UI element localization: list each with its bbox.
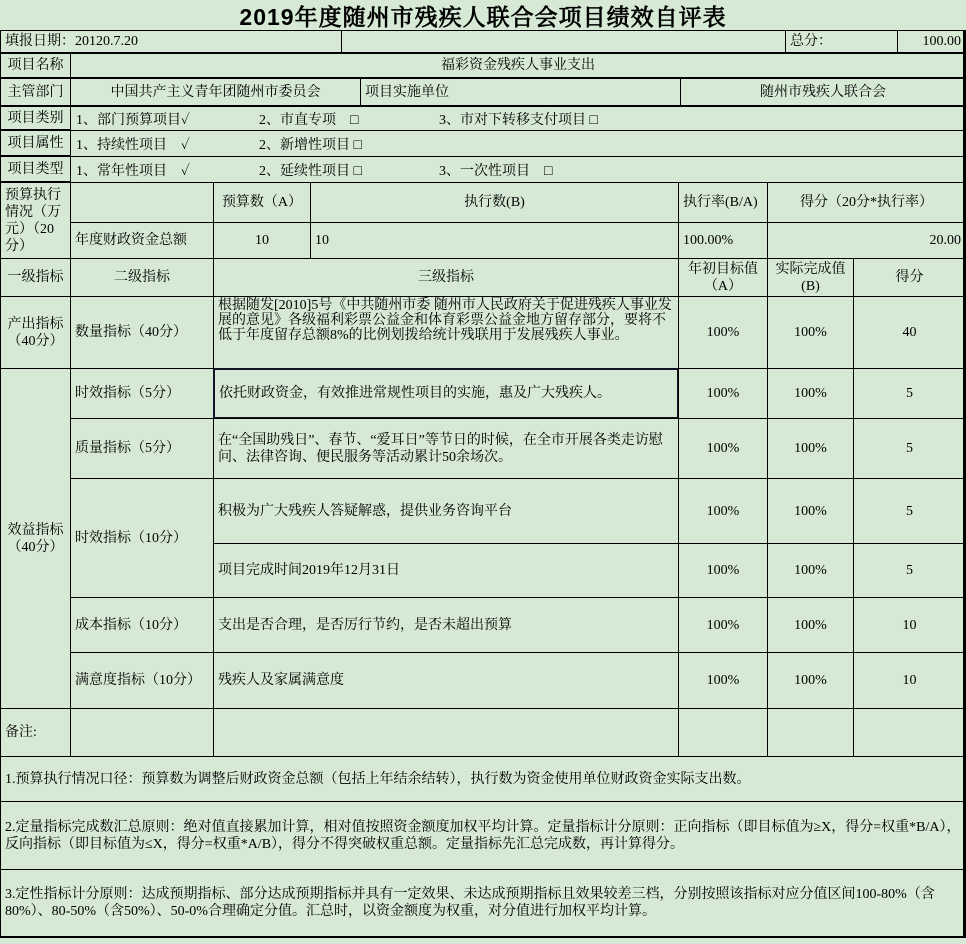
report-date-value: 20120.7.20 [75, 34, 138, 49]
score-cell[interactable]: 5 [853, 418, 966, 479]
remark-empty-cell[interactable] [70, 708, 214, 757]
level3-cell[interactable]: 根据随发[2010]5号《中共随州市委 随州市人民政府关于促进残疾人事业发展的意见》各级福利彩票公益金和体育彩票公益金地方留存部分，要将不低于年度留存总额8%的比例划拨给统计残联用于发展残疾人事业。 [213, 296, 679, 369]
category-options-cell [70, 106, 966, 131]
target-value-cell[interactable]: 100% [678, 543, 768, 598]
actual-value-cell[interactable]: 100% [767, 418, 854, 479]
category-label-cell: 项目类别 [0, 106, 71, 131]
budget-rate-value-cell[interactable]: 100.00% [678, 222, 768, 259]
checkbox-option-type-2[interactable]: 2、延续性项目 □ [259, 163, 362, 179]
group-output-cell: 产出指标（40分） [0, 296, 71, 369]
level3-cell[interactable]: 积极为广大残疾人答疑解惑，提供业务咨询平台 [213, 478, 679, 544]
actual-value-cell[interactable]: 100% [767, 296, 854, 369]
indicator-actual-header: 实际完成值(B) [767, 258, 854, 297]
indicator-h1-header: 一级指标 [0, 258, 71, 297]
remark-empty-cell[interactable] [213, 708, 679, 757]
page-title: 2019年度随州市残疾人联合会项目绩效自评表 [239, 3, 727, 30]
checkbox-option-category-1[interactable]: 1、部门预算项目✓ [76, 112, 191, 128]
actual-value-cell[interactable]: 100% [767, 478, 854, 544]
budget-col-b-header: 执行数(B) [310, 182, 679, 223]
report-date-cell[interactable] [0, 30, 342, 54]
group-benefit-cell: 效益指标（40分） [0, 368, 71, 709]
actual-value-cell[interactable]: 100% [767, 652, 854, 709]
dept-label-cell: 主管部门 [0, 78, 71, 107]
impl-unit-value-cell[interactable]: 随州市残疾人联合会 [680, 78, 966, 107]
score-cell[interactable]: 10 [853, 597, 966, 653]
indicator-h2-header: 二级指标 [70, 258, 214, 297]
level3-cell[interactable]: 在“全国助残日”、春节、“爱耳日”等节日的时候，在全市开展各类走访慰问、法律咨询、便民服务等活动累计50余场次。 [213, 418, 679, 479]
level2-cell: 成本指标（10分） [70, 597, 214, 653]
score-cell[interactable]: 5 [853, 478, 966, 544]
actual-value-cell[interactable]: 100% [767, 368, 854, 419]
attribute-label-cell: 项目属性 [0, 130, 71, 157]
indicator-h3-header: 三级指标 [213, 258, 679, 297]
budget-row-label-cell: 年度财政资金总额 [70, 222, 214, 259]
target-value-cell[interactable]: 100% [678, 296, 768, 369]
selected-cell[interactable]: 依托财政资金，有效推进常规性项目的实施，惠及广大残疾人。 [213, 368, 679, 419]
budget-col-score-header: 得分（20分*执行率） [767, 182, 966, 223]
checkbox-option-category-2[interactable]: 2、市直专项 □ [259, 112, 359, 128]
total-score-value-cell[interactable]: 100.00 [897, 30, 966, 54]
level2-cell: 数量指标（40分） [70, 296, 214, 369]
footnote-3: 3.定性指标计分原则：达成预期指标、部分达成预期指标并具有一定效果、未达成预期指标且效果较差三档，分别按照该指标对应分值区间100-80%（含80%）、80-50%（含50%）、50-0%合理确定分值。汇总时，以资金额度为权重，对分值进行加权平均计算。 [0, 869, 966, 938]
level2-cell: 时效指标（10分） [70, 478, 214, 598]
project-name-label-cell: 项目名称 [0, 53, 71, 79]
level2-cell: 时效指标（5分） [70, 368, 214, 419]
target-value-cell[interactable]: 100% [678, 597, 768, 653]
indicator-target-header: 年初目标值（A） [678, 258, 768, 297]
score-cell[interactable]: 40 [853, 296, 966, 369]
footnote-1: 1.预算执行情况口径：预算数为调整后财政资金总额（包括上年结余结转），执行数为资金使用单位财政资金实际支出数。 [0, 756, 966, 802]
remark-label-cell: 备注: [0, 708, 71, 757]
total-score-label-cell: 总分： [785, 30, 898, 54]
budget-header-empty-cell [70, 182, 214, 223]
indicator-score-header: 得分 [853, 258, 966, 297]
target-value-cell[interactable]: 100% [678, 368, 768, 419]
checkbox-option-type-3[interactable]: 3、一次性项目 □ [439, 163, 553, 179]
budget-score-value-cell[interactable]: 20.00 [767, 222, 966, 259]
target-value-cell[interactable]: 100% [678, 478, 768, 544]
budget-section-label-cell: 预算执行情况（万元）（20分） [0, 182, 71, 259]
report-date-label: 填报日期： [5, 34, 75, 49]
level2-cell: 质量指标（5分） [70, 418, 214, 479]
header-empty-cell[interactable] [341, 30, 786, 54]
budget-col-rate-header: 执行率(B/A) [678, 182, 768, 223]
actual-value-cell[interactable]: 100% [767, 597, 854, 653]
level3-cell[interactable]: 项目完成时间2019年12月31日 [213, 543, 679, 598]
remark-empty-cell[interactable] [767, 708, 854, 757]
dept-value-cell[interactable]: 中国共产主义青年团随州市委员会 [70, 78, 361, 107]
checkbox-option-category-3[interactable]: 3、市对下转移支付项目 □ [439, 112, 598, 128]
checkbox-option-type-1[interactable]: 1、常年性项目 ✓ [76, 163, 191, 179]
project-name-value-cell[interactable]: 福彩资金残疾人事业支出 [70, 53, 966, 79]
target-value-cell[interactable]: 100% [678, 418, 768, 479]
score-cell[interactable]: 5 [853, 368, 966, 419]
type-label-cell: 项目类型 [0, 156, 71, 183]
actual-value-cell[interactable]: 100% [767, 543, 854, 598]
remark-empty-cell[interactable] [853, 708, 966, 757]
remark-empty-cell[interactable] [678, 708, 768, 757]
level2-cell: 满意度指标（10分） [70, 652, 214, 709]
level3-cell[interactable]: 支出是否合理，是否厉行节约，是否未超出预算 [213, 597, 679, 653]
type-options-cell [70, 156, 966, 183]
budget-b-value-cell[interactable]: 10 [310, 222, 679, 259]
target-value-cell[interactable]: 100% [678, 652, 768, 709]
score-cell[interactable]: 5 [853, 543, 966, 598]
level3-cell[interactable]: 残疾人及家属满意度 [213, 652, 679, 709]
budget-a-value-cell[interactable]: 10 [213, 222, 311, 259]
budget-col-a-header: 预算数（A） [213, 182, 311, 223]
footnote-2: 2.定量指标完成数汇总原则：绝对值直接累加计算，相对值按照资金额度加权平均计算。定量指标计分原则：正向指标（即目标值为≥X，得分=权重*B/A），反向指标（即目标值为≤X，得分=权重*A/B），得分不得突破权重总额。定量指标先汇总完成数，再计算得分。 [0, 801, 966, 870]
checkbox-option-attribute-2[interactable]: 2、新增性项目 □ [259, 137, 362, 153]
impl-unit-label-cell: 项目实施单位 [360, 78, 681, 107]
score-cell[interactable]: 10 [853, 652, 966, 709]
attribute-options-cell [70, 130, 966, 157]
checkbox-option-attribute-1[interactable]: 1、持续性项目 ✓ [76, 137, 191, 153]
